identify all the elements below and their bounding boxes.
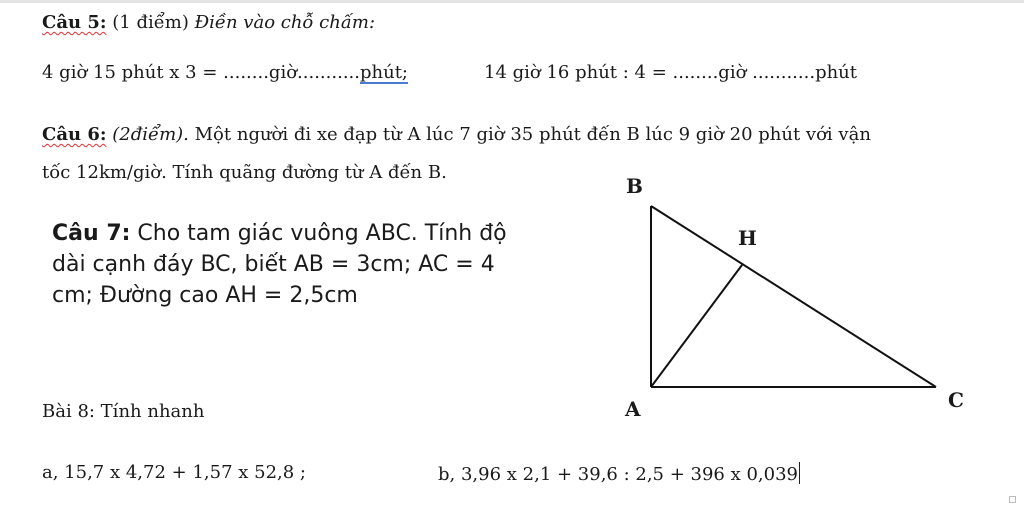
q5-points: (1 điểm) <box>112 12 189 33</box>
q5-prompt: Điền vào chỗ chấm: <box>194 12 376 33</box>
q8-item-b-text: b, 3,96 x 2,1 + 39,6 : 2,5 + 396 x 0,039 <box>438 464 799 485</box>
resize-corner <box>1009 496 1016 503</box>
q7-line-2: dài cạnh đáy BC, biết AB = 3cm; AC = 4 <box>52 252 495 277</box>
q6-points: (2điểm). <box>112 124 189 145</box>
q7-text-1: Cho tam giác vuông ABC. Tính độ <box>137 221 507 246</box>
altitude-ah <box>651 265 742 387</box>
vertex-c-label: C <box>948 388 964 412</box>
side-bc <box>651 206 936 387</box>
q6-text-1: Một người đi xe đạp từ A lúc 7 giờ 35 phút đến B lúc 9 giờ 20 phút với vận <box>194 124 871 145</box>
q8-title: Bài 8: Tính nhanh <box>42 401 205 422</box>
q7-label: Câu 7: <box>52 221 131 246</box>
q8-item-a: a, 15,7 x 4,72 + 1,57 x 52,8 ; <box>42 462 306 483</box>
q5-label: Câu 5: <box>42 12 107 33</box>
q8-item-b <box>438 462 800 485</box>
text-cursor <box>799 462 800 484</box>
q5-item-1-text: 4 giờ 15 phút x 3 = ........giờ........... <box>42 62 360 83</box>
q6-label: Câu 6: <box>42 124 107 145</box>
vertex-a-label: A <box>625 397 641 421</box>
q5-item-1-tail: phút; <box>359 62 408 83</box>
vertex-h-label: H <box>738 226 757 250</box>
vertex-b-label: B <box>626 174 643 198</box>
q7-line-3: cm; Đường cao AH = 2,5cm <box>52 283 358 308</box>
q6-line-2: tốc 12km/giờ. Tính quãng đường từ A đến B. <box>42 162 447 183</box>
q5-item-2: 14 giờ 16 phút : 4 = ........giờ ...........phút <box>484 62 858 83</box>
